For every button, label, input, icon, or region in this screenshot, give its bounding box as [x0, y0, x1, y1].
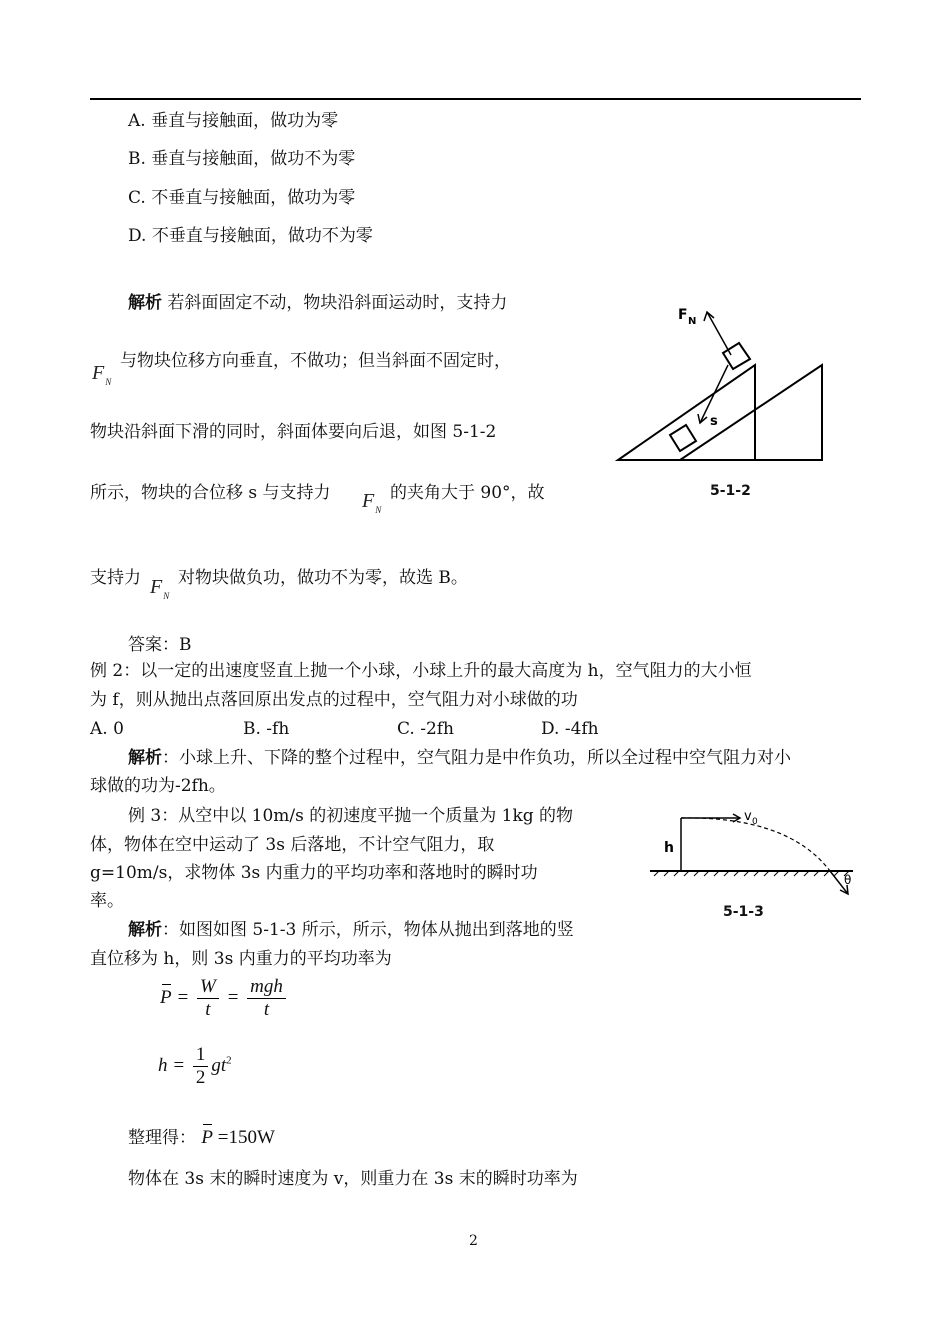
analysis1-line4b: 的夹角大于 90°，故 — [390, 483, 545, 503]
figure1-caption: 5-1-2 — [710, 483, 751, 499]
projectile-figure — [648, 800, 868, 900]
answer: 答案：B — [128, 635, 192, 655]
block-bottom — [670, 425, 696, 451]
example2-analysis-line1 — [128, 747, 791, 769]
figure2-caption: 5-1-3 — [723, 904, 764, 920]
fn-label-sub: N — [688, 316, 697, 327]
example3-last-line: 物体在 3s 末的瞬时速度为 v，则重力在 3s 末的瞬时功率为 — [128, 1169, 578, 1189]
example2-option-a: A. 0 — [90, 719, 124, 739]
page-number: 2 — [469, 1233, 478, 1249]
example3-analysis-line2: 直位移为 h，则 3s 内重力的平均功率为 — [90, 949, 392, 969]
analysis1-text1: 若斜面固定不动，物块沿斜面运动时，支持力 — [167, 293, 508, 313]
option-b: B. 垂直与接触面，做功不为零 — [128, 149, 356, 169]
theta-label: θ — [844, 873, 852, 887]
equation-height: h = $\frac{1}{2}$ $gt^2$ — [158, 1044, 232, 1088]
example2-option-d: D. -4fh — [541, 719, 599, 739]
example2-line1: 例 2：以一定的出速度竖直上抛一个小球，小球上升的最大高度为 h，空气阻力的大小恒 — [90, 661, 752, 681]
fn-symbol-1: $F_N$ — [92, 362, 112, 387]
fn-symbol-2: $F_N$ — [362, 490, 382, 515]
example3-line3: g=10m/s，求物体 3s 内重力的平均功率和落地时的瞬时功 — [90, 863, 538, 883]
example3-line4: 率。 — [90, 891, 124, 911]
v0-label: v — [744, 809, 752, 824]
normal-force-arrow — [707, 312, 731, 355]
analysis1-line2: 与物块位移方向垂直，不做功；但当斜面不固定时， — [120, 351, 511, 371]
example3-analysis-text: ：如图如图 5-1-3 所示，所示，物体从抛出到落地的竖 — [162, 920, 574, 940]
example3-analysis-line1 — [128, 919, 574, 941]
analysis1-label: 解析 — [128, 293, 162, 313]
summary-result: P =150W — [201, 1127, 275, 1148]
v0-label-sub: 0 — [752, 817, 758, 827]
summary-line — [128, 1127, 275, 1149]
option-c: C. 不垂直与接触面，做功为零 — [128, 188, 356, 208]
h-label: h — [664, 840, 674, 856]
example2-analysis-text: ：小球上升、下降的整个过程中，空气阻力是中作负功，所以全过程中空气阻力对小 — [162, 748, 791, 768]
example2-option-b: B. -fh — [243, 719, 290, 739]
analysis1-line3: 物块沿斜面下滑的同时，斜面体要向后退，如图 5-1-2 — [90, 422, 497, 442]
incline-triangle-large — [680, 365, 822, 460]
header-rule — [90, 98, 861, 100]
summary-label: 整理得： — [128, 1128, 196, 1148]
option-d: D. 不垂直与接触面，做功不为零 — [128, 226, 373, 246]
example2-line2: 为 f，则从抛出点落回原出发点的过程中，空气阻力对小球做的功 — [90, 690, 578, 710]
example3-analysis-label: 解析 — [128, 920, 162, 940]
fn-symbol-3: $F_N$ — [150, 576, 170, 601]
incline-figure — [610, 295, 830, 475]
analysis1-line4a: 所示，物块的合位移 s 与支持力 — [90, 483, 331, 503]
s-label: s — [710, 414, 718, 429]
incline-triangle-small — [618, 365, 755, 460]
equation-average-power: P = $\frac{W}{t}$ = $\frac{\text{mgh}}{t}$ — [160, 976, 289, 1021]
example2-analysis-line2: 球做的功为-2fh。 — [90, 776, 226, 796]
analysis1-line1 — [128, 292, 507, 314]
fn-label: F — [678, 307, 688, 323]
analysis1-line5b: 对物块做负功，做功不为零，故选 B。 — [178, 568, 468, 588]
example2-analysis-label: 解析 — [128, 748, 162, 768]
analysis1-line5a: 支持力 — [90, 568, 141, 588]
example3-line1: 例 3：从空中以 10m/s 的初速度平抛一个质量为 1kg 的物 — [128, 806, 574, 826]
example3-line2: 体，物体在空中运动了 3s 后落地，不计空气阻力，取 — [90, 835, 495, 855]
option-a: A. 垂直与接触面，做功为零 — [128, 111, 339, 131]
example2-option-c: C. -2fh — [397, 719, 455, 739]
